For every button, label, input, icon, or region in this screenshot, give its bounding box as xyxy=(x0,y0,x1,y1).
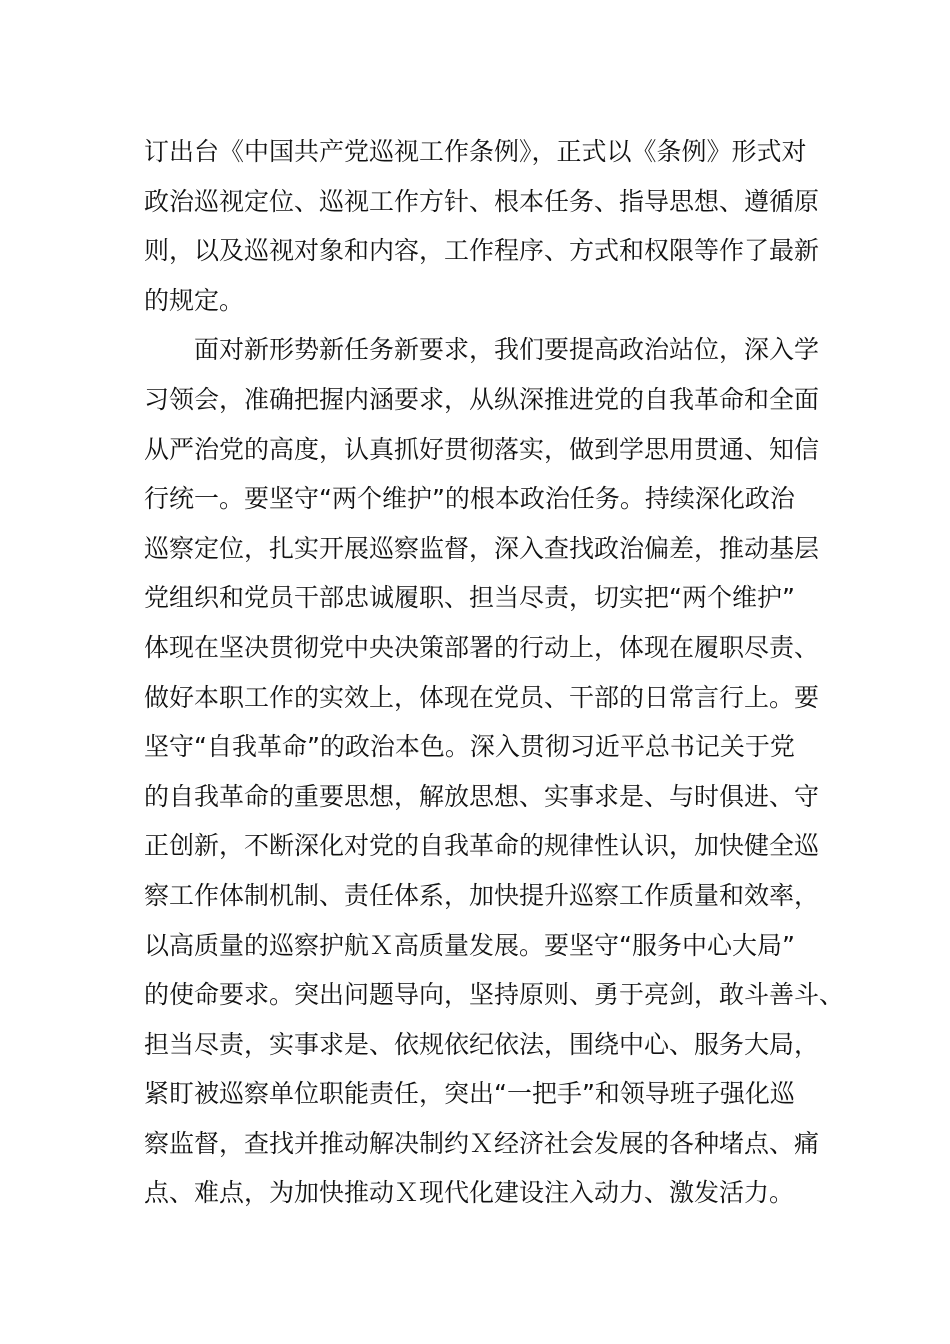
paragraph-2-line: 面对新形势新任务新要求，我们要提高政治站位，深入学 xyxy=(194,335,820,365)
paragraph-2-line: 紧盯被巡察单位职能责任，突出“一把手”和领导班子强化巡 xyxy=(144,1079,795,1109)
document-body xyxy=(144,127,845,1218)
paragraph-2-line: 担当尽责，实事求是、依规依纪依法，围绕中心、服务大局， xyxy=(144,1029,820,1059)
paragraph-2-line: 做好本职工作的实效上，体现在党员、干部的日常言行上。要 xyxy=(144,682,820,712)
paragraph-2-line: 巡察定位，扎实开展巡察监督，深入查找政治偏差，推动基层 xyxy=(144,533,820,563)
paragraph-1-line: 的规定。 xyxy=(144,285,245,315)
paragraph-2-line: 体现在坚决贯彻党中央决策部署的行动上，体现在履职尽责、 xyxy=(144,632,820,662)
paragraph-1-line: 政治巡视定位、巡视工作方针、根本任务、指导思想、遵循原 xyxy=(144,186,820,216)
paragraph-2-line: 正创新，不断深化对党的自我革命的规律性认识，加快健全巡 xyxy=(144,831,820,861)
paragraph-2-line: 习领会，准确把握内涵要求，从纵深推进党的自我革命和全面 xyxy=(144,384,820,414)
paragraph-2-line: 坚守“自我革命”的政治本色。深入贯彻习近平总书记关于党 xyxy=(144,732,795,762)
paragraph-2-line: 以高质量的巡察护航Ｘ高质量发展。要坚守“服务中心大局” xyxy=(144,930,795,960)
paragraph-1-line: 则，以及巡视对象和内容，工作程序、方式和权限等作了最新 xyxy=(144,236,820,266)
paragraph-2-line: 的使命要求。突出问题导向，坚持原则、勇于亮剑，敢斗善斗、 xyxy=(144,980,845,1010)
paragraph-2-line: 察监督，查找并推动解决制约Ｘ经济社会发展的各种堵点、痛 xyxy=(144,1128,820,1158)
paragraph-1-line: 订出台《中国共产党巡视工作条例》，正式以《条例》形式对 xyxy=(144,137,807,166)
paragraph-2-line: 党组织和党员干部忠诚履职、担当尽责，切实把“两个维护” xyxy=(144,583,795,613)
paragraph-2-line: 察工作体制机制、责任体系，加快提升巡察工作质量和效率， xyxy=(144,880,820,910)
paragraph-2-line: 的自我革命的重要思想，解放思想、实事求是、与时俱进、守 xyxy=(144,781,820,811)
paragraph-2-line: 行统一。要坚守“两个维护”的根本政治任务。持续深化政治 xyxy=(144,484,795,514)
paragraph-2-line: 从严治党的高度，认真抓好贯彻落实，做到学思用贯通、知信 xyxy=(144,434,820,464)
paragraph-2-line: 点、难点，为加快推动Ｘ现代化建设注入动力、激发活力。 xyxy=(144,1178,795,1208)
